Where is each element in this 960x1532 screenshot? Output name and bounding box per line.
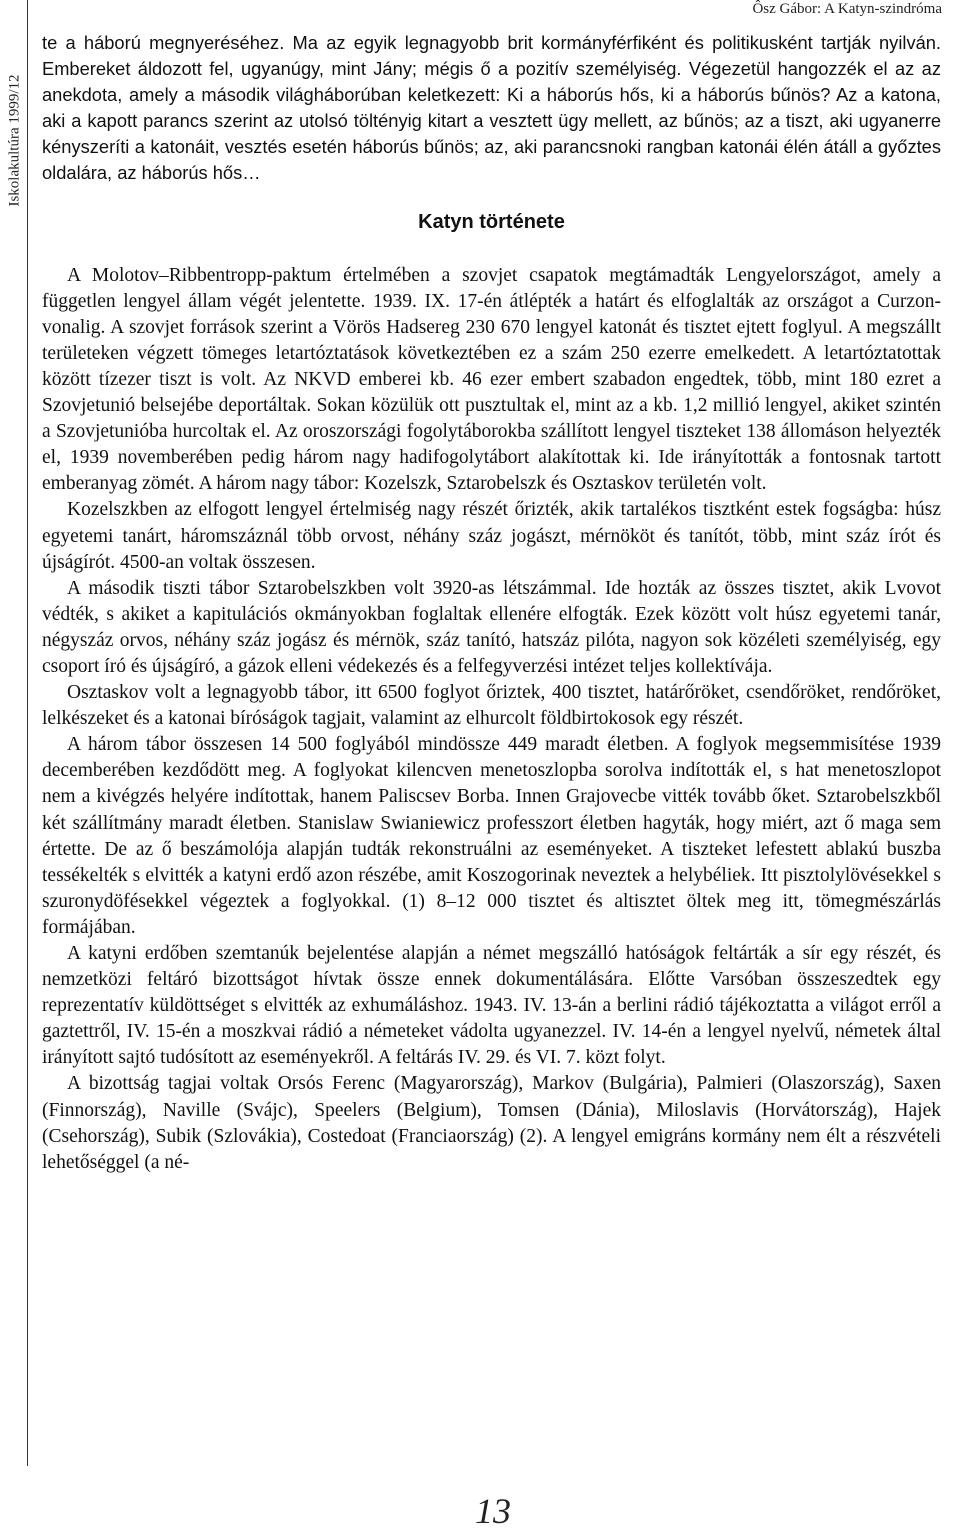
body-paragraph: A második tiszti tábor Sztarobelszkben volt 3920-as létszámmal. Ide hozták az összes tisztet, akik Lvovot védték, s akiket a kapitulációs okmányokban foglaltak ellenére elfogták. Ezek között volt húsz egyetemi tanár, négyszáz orvos, néhány száz jogász és mérnök, száz tanító, hatszáz pilóta, nagyon sok közéleti személyiség, egy csoport író és újságíró, a gázok elleni védekezés és a felfegyverzési intézet teljes kollektívája. xyxy=(42,577,941,677)
journal-label xyxy=(0,0,30,280)
body-paragraph: A Molotov–Ribbentropp-paktum értelmében a szovjet csapatok megtámadták Lengyelországot, amely a független lengyel állam végét jelentette. 1939. IX. 17-én átlépték a határt és elfoglalták az országot a Curzon-vonalig. A szovjet források szerint a Vörös Hadsereg 230 670 lengyel katonát és tisztet ejtett foglyul. A megszállt területeken végzett tömeges letartóztatások következtében ez a szám 250 ezerre emelkedett. A letartóztatottak között tízezer tiszt is volt. Az NKVD emberei kb. 46 ezer embert szabadon engedtek, több, mint 180 ezret a Szovjetunió belsejébe deportáltak. Sokan közülük ott pusztultak el, mint az a kb. 1,2 millió lengyel, akiket szintén a Szovjetunióba hurcoltak el. Az oroszországi fogolytáborokba szállított lengyel tiszteket 138 állomáson helyezték el, 1939 novemberében pedig három nagy hadifogolytábort alakítottak ki. Ide irányították a fontosnak tartott emberanyag zömét. A három nagy tábor: Kozelszk, Sztarobelszk és Osztaskov területén volt. xyxy=(42,264,941,495)
article-body xyxy=(42,30,941,1176)
running-head: Ôsz Gábor: A Katyn-szindróma xyxy=(752,1,942,17)
intro-paragraph: te a háború megnyeréséhez. Ma az egyik legnagyobb brit kormányférfiként és politikusként tartják nyilván. Embereket áldozott fel, ugyanúgy, mint Jány; mégis ő a pozitív személyiség. Végezetül hangozzék el az az anekdota, amely a második világháborúban keletkezett: Ki a háborús hős, ki a háborús bűnös? Az a katona, aki a kapott parancs szerint az utolsó töltényig kitart a vesztett ügy mellett, az bűnös; az a tiszt, aki ugyanerre kényszeríti a katonáit, vesztés esetén háborús bűnös; az, aki parancsnoki rangban katonái élén átáll a győztes oldalára, az háborús hős… xyxy=(42,32,941,184)
body-paragraph: A katyni erdőben szemtanúk bejelentése alapján a német megszálló hatóságok feltárták a sír egy részét, és nemzetközi feltáró bizottságot hívtak össze ennek dokumentálására. Előtte Varsóban összeszedtek egy reprezentatív küldöttséget s elvitték az exhumáláshoz. 1943. IV. 13-án a berlini rádió tájékoztatta a világot erről a gaztettről, IV. 15-én a moszkvai rádió a németeket vádolta ugyanezzel. IV. 14-én a lengyel nyelvű, németek által irányított sajtó tudósított az eseményekről. A feltárás IV. 29. és VI. 7. közt folyt. xyxy=(42,943,941,1069)
body-paragraph: Kozelszkben az elfogott lengyel értelmiség nagy részét őrizték, akik tartalékos tisztként estek fogságba: húsz egyetemi tanárt, háromszáznál több orvost, néhány száz jogászt, mérnököt és tanítót, több, mint száz írót és újságírót. 4500-an voltak összesen. xyxy=(42,499,941,573)
page-number: 13 xyxy=(475,1491,511,1531)
body-paragraph: A három tábor összesen 14 500 foglyából mindössze 449 maradt életben. A foglyok megsemmisítése 1939 decemberében kezdődött meg. A foglyokat kilencven menetoszlopba sorolva indították el, s hat menetoszlopot nem a kivégzés helyére indítottak, hanem Paliscsev Borba. Innen Grajovecbe vitték tovább őket. Sztarobelszkből két szállítmány maradt életben. Stanislaw Swianiewicz professzort életben hagyták, hogy miért, azt ő maga sem értette. De az ő beszámolója alapján tudták rekonstruálni az eseményeket. A tiszteket lefestett ablakú buszba tessékelték s elvitték a katyni erdő azon részébe, amit Koszogorinak neveztek a helybéliek. Itt pisztolylövésekkel s szuronydöfésekkel végeztek a foglyokkal. (1) 8–12 000 tisztet és altisztet öltek meg itt, tömegmészárlás formájában. xyxy=(42,734,941,938)
body-paragraph: A bizottság tagjai voltak Orsós Ferenc (Magyarország), Markov (Bulgária), Palmieri (Olaszország), Saxen (Finnország), Naville (Svájc), Speelers (Belgium), Tomsen (Dánia), Miloslavis (Horvátország), Hajek (Csehország), Subik (Szlovákia), Costedoat (Franciaország) (2). A lengyel emigráns kormány nem élt a részvételi lehetőséggel (a né- xyxy=(42,1073,941,1173)
journal-label-text: Iskolakultúra 1999/12 xyxy=(6,73,23,207)
body-paragraph: Osztaskov volt a legnagyobb tábor, itt 6500 foglyot őriztek, 400 tisztet, határőröket, csendőröket, rendőröket, lelkészeket és a katonai bíróságok tagjait, valamint az elhurcolt földbirtokosok egy részét. xyxy=(42,682,941,730)
margin-rule xyxy=(27,0,28,1466)
section-heading: Katyn története xyxy=(418,210,565,233)
